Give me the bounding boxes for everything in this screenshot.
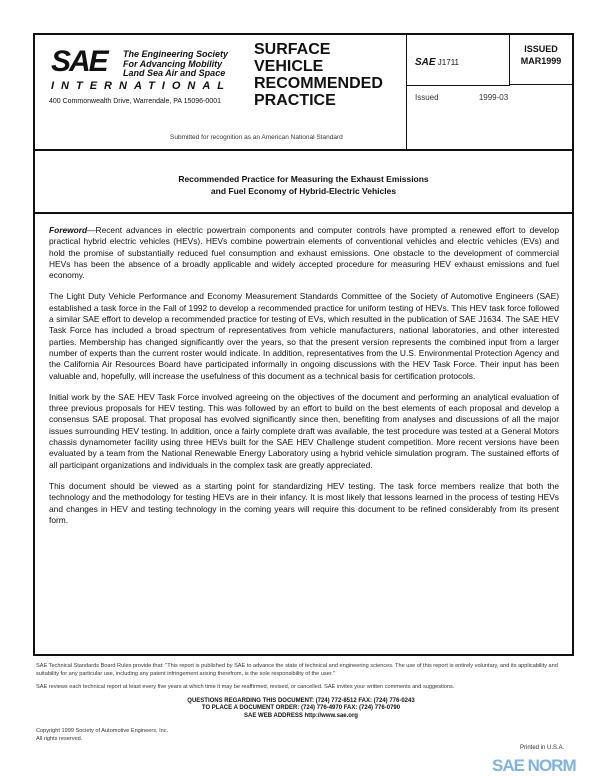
submitted-note: Submitted for recognition as an American National Standard	[170, 134, 343, 141]
issued-badge-line: MAR1999	[520, 56, 562, 66]
header-left	[35, 35, 407, 149]
address: 400 Commonwealth Drive, Warrendale, PA 15096-0001	[49, 98, 221, 105]
tagline-line: Land Sea Air and Space	[123, 68, 226, 78]
international-label: INTERNATIONAL	[51, 80, 232, 92]
tagline-line: For Advancing Mobility	[123, 58, 223, 69]
issued-badge	[510, 35, 572, 85]
web-address: SAE WEB ADDRESS http://www.sae.org	[244, 712, 358, 719]
paragraph	[49, 225, 559, 281]
title-line: Recommended Practice for Measuring the Exhaust Emissions	[178, 174, 429, 184]
category-line: RECOMMENDED	[254, 75, 383, 92]
footer	[36, 663, 566, 743]
document-frame	[33, 33, 574, 656]
category-line: PRACTICE	[254, 92, 336, 109]
issued-date: 1999-03	[478, 93, 509, 102]
category-line: VEHICLE	[254, 58, 324, 75]
document-body	[49, 225, 559, 536]
sae-norm-watermark	[492, 757, 576, 774]
policy-note: SAE Technical Standards Board Rules provide that: "This report is published by SAE to advance the state of technical and engineering sciences. The use of this report is entirely voluntary, and its applicability and suitability for any particular use, including any patent infringement arising therefrom, is the sole responsibility of the user."	[36, 663, 558, 677]
doc-number-box	[407, 35, 510, 86]
sae-logo: SAE	[51, 45, 107, 78]
category-line: SURFACE	[254, 41, 331, 58]
document-title	[35, 151, 572, 214]
doc-logo: SAE	[415, 57, 436, 68]
doc-number: J1711	[437, 58, 459, 67]
tagline-line: The Engineering Society	[123, 49, 229, 59]
paragraph-text: —Recent advances in electric powertrain components and computer controls have prompted a renewed effort to develop practical hybrid electric vehicles (HEVs). HEVs combine powertrain elements of conventional vehicles and electric vehicles (EVs) and hold the promise of substantially reduced fuel consumption and exhaust emissions. One obstacle to the development of commercial HEVs has been the absence of a broadly applicable and widely accepted procedure for measuring HEV exhaust emissions and fuel economy.	[49, 225, 559, 281]
issued-row	[415, 93, 546, 103]
paragraph: Initial work by the SAE HEV Task Force involved agreeing on the objectives of the document and performing an analytical evaluation of three previous proposals for HEV testing. This was followed by an effort to build on the best elements of each proposal and develop a consensus SAE proposal. That proposal has evolved significantly since then, benefiting from analyses and discussions of all the major issues surrounding HEV testing. In addition, once a fairly complete draft was available, the test procedure was tested at a General Motors chassis dynamometer facility using three HEVs built for the SAE HEV Challenge student competition. More recent versions have been evaluated by a team from the National Renewable Energy Laboratory using a hybrid vehicle simulation program. The sustained efforts of all participant organizations and individuals in the complex task are greatly appreciated.	[49, 391, 559, 470]
contact-info	[36, 698, 566, 721]
watermark-text: SAE NORM	[492, 756, 576, 775]
paragraph: The Light Duty Vehicle Performance and Economy Measurement Standards Committee of the Society of Automotive Engineers (SAE) established a task force in the Fall of 1992 to develop a recommended practice for uniform testing of HEVs. This HEV task force followed a similar SAE effort to develop a recommended practice for testing of EVs, which resulted in the publication of SAE J1634. The SAE HEV Task Force has included a broad spectrum of representatives from vehicle manufacturers, national laboratories, and other interested parties. Membership has changed significantly over the years, so that the present version represents the combined input from a larger number of experts than the current roster would indicate. In addition, representatives from the U.S. Environmental Protection Agency and the California Air Resources Board have participated informally in ongoing discussions with the HEV Task Force. Their input has been valuable and, hopefully, will increase the usefulness of this document as a technical basis for certification protocols.	[49, 291, 559, 381]
foreword-label: Foreword	[49, 225, 88, 235]
document-category	[254, 41, 383, 109]
issued-badge-line: ISSUED	[524, 44, 558, 54]
review-note: SAE reviews each technical report at least every five years at which time it may be reaffirmed, revised, or cancelled. SAE invites your written comments and suggestions.	[36, 684, 455, 690]
rights-reserved: All rights reserved.	[36, 735, 83, 742]
copyright: Copyright 1999 Society of Automotive Engineers, Inc.	[36, 728, 169, 734]
paragraph: This document should be viewed as a starting point for standardizing HEV testing. The task force members realize that both the technology and the methodology for testing HEVs are in their infancy. It is most likely that lessons learned in the process of testing HEVs and changes in HEV and testing technology in the coming years will require this document to be refined considerably from its present form.	[49, 480, 559, 525]
header	[35, 35, 572, 151]
contact-line: TO PLACE A DOCUMENT ORDER: (724) 776-4970 FAX: (724) 776-0790	[201, 705, 401, 711]
tagline	[123, 50, 228, 79]
issued-label: Issued	[415, 93, 439, 102]
doc-id	[415, 57, 459, 69]
title-line: and Fuel Economy of Hybrid-Electric Vehicles	[210, 186, 397, 196]
contact-line: QUESTIONS REGARDING THIS DOCUMENT: (724) 772-8512 FAX: (724) 776-0243	[187, 697, 415, 704]
printed-in: Printed in U.S.A.	[520, 745, 565, 751]
